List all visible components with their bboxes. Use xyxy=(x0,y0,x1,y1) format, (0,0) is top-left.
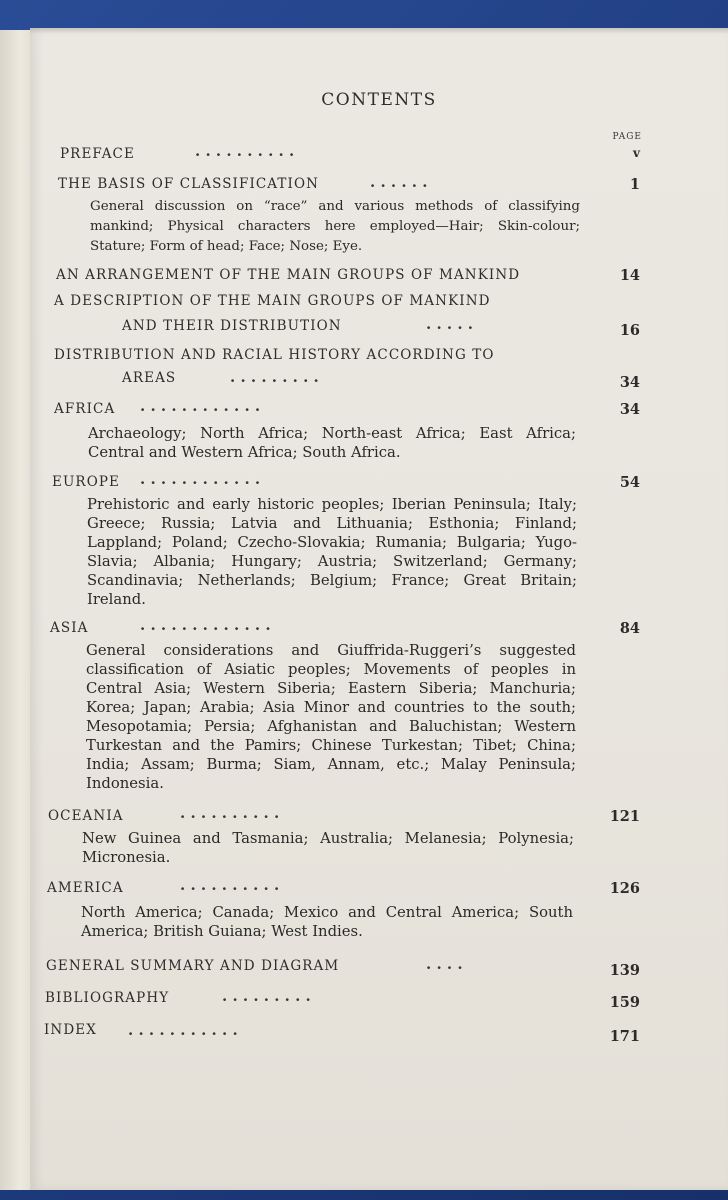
toc-heading: A DESCRIPTION OF THE MAIN GROUPS OF MANKIND xyxy=(54,293,491,309)
toc-heading: AN ARRANGEMENT OF THE MAIN GROUPS OF MANKIND xyxy=(56,267,521,283)
leader-dots: . . . . . . . . . . xyxy=(180,804,280,822)
toc-heading: DISTRIBUTION AND RACIAL HISTORY ACCORDING TO xyxy=(54,347,495,363)
toc-description: New Guinea and Tasmania; Australia; Melanesia; Polynesia; Micronesia. xyxy=(82,830,574,866)
toc-heading: GENERAL SUMMARY AND DIAGRAM xyxy=(46,958,340,974)
toc-heading: AFRICA xyxy=(54,401,116,417)
toc-page-number: 171 xyxy=(609,1028,640,1045)
toc-entry-description-cont xyxy=(30,315,728,340)
page-column-label: PAGE xyxy=(612,132,642,142)
toc-description: Prehistoric and early historic peoples; Iberian Peninsula; Italy; Greece; Russia; Latvia and Lithuania; Esthonia; Finland; Lappland; Poland; Czecho-Slovakia; Rumania; Bulgaria; Yugo-Slavia; Albania; Hungary; Austria; Switzerland; Germany; Scandinavia; Netherlands; Belgium; France; Great Britain; Ireland. xyxy=(87,496,577,608)
toc-page-number: 34 xyxy=(619,401,640,418)
leader-dots: . . . . . . . . . . xyxy=(180,876,280,894)
leader-dots: . . . . xyxy=(426,955,463,973)
leader-dots: . . . . . . . . . xyxy=(222,987,311,1005)
toc-heading-continued: AND THEIR DISTRIBUTION xyxy=(122,318,342,334)
toc-heading: BIBLIOGRAPHY xyxy=(45,990,170,1006)
leader-dots: . . . . . . . . . xyxy=(230,368,319,386)
toc-entry-distribution xyxy=(30,347,728,369)
toc-page-number: v xyxy=(633,146,640,160)
toc-entry-summary xyxy=(30,955,728,980)
toc-page-number: 126 xyxy=(609,880,640,897)
toc-heading: OCEANIA xyxy=(48,808,124,824)
toc-page-number: 54 xyxy=(619,474,640,491)
toc-entry-bibliography xyxy=(30,987,728,1012)
toc-entry-oceania xyxy=(30,804,728,830)
toc-description: General considerations and Giuffrida-Ruggeri’s suggested classification of Asiatic peoples; Movements of peoples in Central Asia; Western Siberia; Eastern Siberia; Manchuria; Korea; Japan; Arabia; Asia Minor and countries to the south; Mesopotamia; Persia; Afghanistan and Baluchistan; Western Turkestan and the Pamirs; Chinese Turkestan; Tibet; China; India; Assam; Burma; Siam, Annam, etc.; Malay Peninsula; Indonesia. xyxy=(86,642,576,792)
page-title: CONTENTS xyxy=(321,90,437,110)
toc-page-number: 14 xyxy=(619,267,640,284)
toc-page-number: 84 xyxy=(619,620,640,637)
toc-heading: INDEX xyxy=(44,1022,97,1038)
toc-page-number: 1 xyxy=(629,176,640,193)
toc-entry-basis xyxy=(30,173,728,198)
leader-dots: . . . . . . xyxy=(370,173,428,191)
toc-description: General discussion on “race” and various methods of classifying mankind; Physical characters here employed—Hair; Skin-colour; Stature; Form of head; Face; Nose; Eye. xyxy=(90,199,580,254)
leader-dots: . . . . . . . . . . . . xyxy=(140,397,261,415)
leader-dots: . . . . . . . . . . xyxy=(195,142,295,160)
toc-heading: PREFACE xyxy=(60,146,135,162)
toc-heading: EUROPE xyxy=(52,474,121,490)
toc-page-number: 139 xyxy=(609,962,640,979)
contents-page xyxy=(30,28,728,1190)
toc-entry-index xyxy=(30,1022,728,1044)
toc-entry-asia xyxy=(30,616,728,642)
toc-entry-description xyxy=(30,293,728,315)
toc-heading: AMERICA xyxy=(47,880,124,896)
toc-entry-arrangement xyxy=(30,267,728,289)
toc-page-number: 121 xyxy=(609,808,640,825)
toc-page-number: 34 xyxy=(619,374,640,391)
leader-dots: . . . . . . . . . . . xyxy=(128,1021,238,1039)
toc-entry-europe xyxy=(30,470,728,496)
toc-page-number: 159 xyxy=(609,994,640,1011)
leader-dots: . . . . . xyxy=(426,315,473,333)
toc-heading: THE BASIS OF CLASSIFICATION xyxy=(58,176,320,192)
toc-entry-preface xyxy=(30,142,728,168)
toc-heading-continued: AREAS xyxy=(122,370,177,386)
page-top-shadow xyxy=(30,28,728,34)
toc-entry-africa xyxy=(30,397,728,423)
toc-heading: ASIA xyxy=(50,620,89,636)
toc-description: Archaeology; North Africa; North-east Africa; East Africa; Central and Western Africa; South Africa. xyxy=(88,425,576,461)
toc-entry-america xyxy=(30,876,728,902)
toc-page-number: 16 xyxy=(619,322,640,339)
toc-description: North America; Canada; Mexico and Central America; South America; British Guiana; West Indies. xyxy=(81,904,573,940)
leader-dots: . . . . . . . . . . . . . xyxy=(140,616,271,634)
leader-dots: . . . . . . . . . . . . xyxy=(140,470,261,488)
toc-entry-distribution-cont xyxy=(30,370,728,392)
